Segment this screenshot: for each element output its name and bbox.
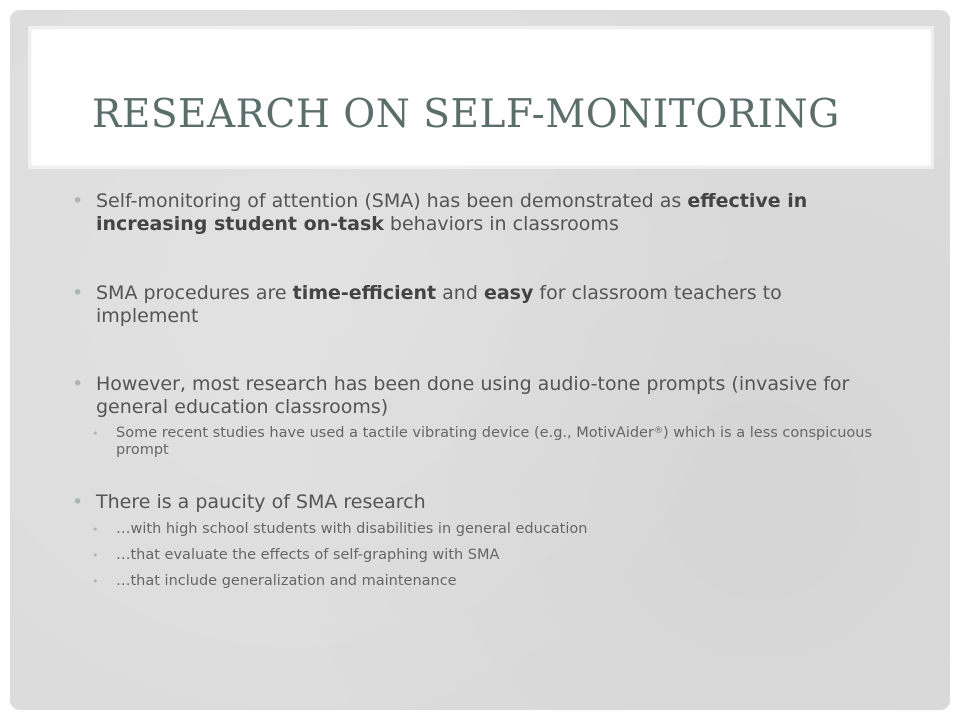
bullet-4-sub-2	[70, 547, 890, 564]
bullet-4	[70, 491, 890, 514]
bullet-4-text: There is a paucity of SMA research	[96, 491, 426, 513]
bullet-2	[70, 282, 890, 328]
bullet-1-text-b: behaviors in classrooms	[383, 213, 619, 235]
sub-bullet-dot: •	[92, 575, 99, 588]
bullet-dot: •	[72, 373, 84, 395]
bullet-4-sub-3-text: …that include generalization and maintenance	[116, 573, 457, 589]
bullet-4-sub-1	[70, 521, 890, 538]
bullet-3-sub-text-b: ) which is a less conspicuous prompt	[116, 425, 873, 458]
bullet-1-text-a: Self-monitoring of attention (SMA) has been demonstrated as	[96, 190, 688, 212]
bullet-4-sub-3	[70, 573, 890, 590]
sub-bullet-dot: •	[92, 549, 99, 562]
bullet-2-text-b: and	[436, 282, 484, 304]
bullet-3-text: However, most research has been done using audio-tone prompts (invasive for general education classrooms)	[96, 373, 850, 418]
sub-bullet-dot: •	[92, 523, 99, 536]
bullet-2-bold-b: easy	[483, 282, 534, 304]
bullet-2-text-c: for classroom teachers to implement	[96, 282, 782, 327]
bullet-1	[70, 190, 890, 236]
bullet-1-bold: effective in increasing student on-task	[96, 190, 808, 235]
bullet-dot: •	[72, 491, 84, 513]
slide-title: RESEARCH ON SELF-MONITORING	[92, 92, 840, 137]
bullet-3-sub-text-a: Some recent studies have used a tactile vibrating device (e.g., MotivAider	[116, 425, 654, 441]
bullet-3-sub-1	[70, 425, 890, 459]
bullet-2-text-a: SMA procedures are	[96, 282, 293, 304]
registered-mark: ®	[653, 426, 663, 436]
slide-content	[70, 190, 890, 590]
slide	[10, 10, 950, 710]
bullet-dot: •	[72, 190, 84, 212]
bullet-3	[70, 373, 890, 419]
bullet-dot: •	[72, 282, 84, 304]
bullet-2-bold-a: time-efficient	[292, 282, 437, 304]
bullet-4-sub-2-text: …that evaluate the effects of self-graphing with SMA	[116, 547, 500, 563]
sub-bullet-dot: •	[92, 427, 99, 440]
bullet-4-sub-1-text: …with high school students with disabilities in general education	[116, 521, 588, 537]
title-box	[32, 30, 930, 165]
